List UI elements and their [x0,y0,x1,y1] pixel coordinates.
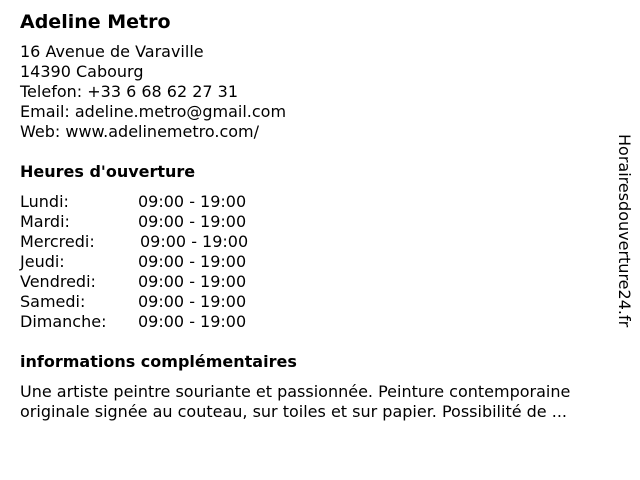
day-label: Jeudi: [20,252,65,271]
time-range: 09:00 - 19:00 [138,192,247,211]
hours-row-wednesday [20,232,610,252]
time-range: 09:00 - 19:00 [140,232,249,251]
hours-row-friday [20,272,610,292]
description-line-1: Une artiste peintre souriante et passionnée. Peinture contemporaine [20,382,571,401]
business-name: Adeline Metro [20,11,171,33]
hours-row-monday [20,192,610,212]
day-label: Mardi: [20,212,70,231]
day-label: Vendredi: [20,272,96,291]
website-url: Web: www.adelinemetro.com/ [20,122,259,141]
business-card [20,10,610,422]
hours-row-saturday [20,292,610,312]
opening-hours-list [20,192,610,332]
time-range: 09:00 - 19:00 [138,252,247,271]
time-range: 09:00 - 19:00 [138,272,247,291]
day-label: Dimanche: [20,312,107,331]
time-range: 09:00 - 19:00 [138,212,247,231]
day-label: Mercredi: [20,232,95,251]
hours-row-thursday [20,252,610,272]
description-line-2: originale signée au couteau, sur toiles et sur papier. Possibilité de ... [20,402,567,421]
time-range: 09:00 - 19:00 [138,312,247,331]
additional-info-heading: informations complémentaires [20,352,297,371]
hours-row-tuesday [20,212,610,232]
address-city: 14390 Cabourg [20,62,144,81]
email-address: Email: adeline.metro@gmail.com [20,102,287,121]
day-label: Samedi: [20,292,86,311]
time-range: 09:00 - 19:00 [138,292,247,311]
opening-hours-heading: Heures d'ouverture [20,162,196,181]
hours-row-sunday [20,312,610,332]
address-street: 16 Avenue de Varaville [20,42,204,61]
site-watermark-label: Horairesdouverture24.fr [615,134,634,328]
phone-number: Telefon: +33 6 68 62 27 31 [20,82,239,101]
day-label: Lundi: [20,192,69,211]
